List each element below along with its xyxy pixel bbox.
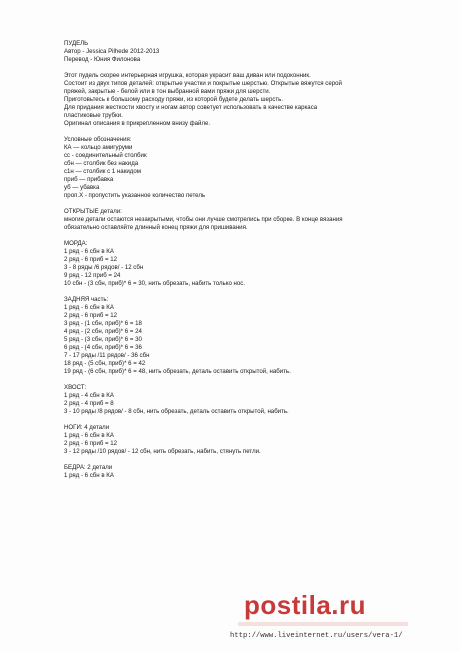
section-heading: МОРДА: [64,240,88,247]
pattern-row: 4 ряд - (2 сбн, приб)* 6 = 24 [64,328,142,335]
postila-logo: postila.ru [244,590,367,620]
pattern-row: 18 ряд - (5 сбн, приб)* 6 = 42 [64,360,146,367]
legend-heading: Условные обозначения: [64,136,132,143]
pattern-row: 3 - 8 ряды /6 рядов/ - 12 сбн [64,264,144,271]
legend-item: с1н — столбик с 1 накидом [64,168,141,175]
pattern-row: 3 ряд - (1 сбн, приб)* 6 = 18 [64,320,142,327]
legend-item: проп.Х - пропустить указанное количество петель [64,192,206,199]
watermark-url: http://www.liveinternet.ru/users/vera-1/ [230,632,403,640]
section-text: многие детали остаются незакрытыми, чтобы они лучше смотрелись при сборке. В конце вязания [64,216,343,223]
back-block [64,296,444,376]
pattern-row: 1 ряд - 4 сбн в КА [64,392,114,399]
legend-item: сбн — столбик без накида [64,160,139,167]
header-block [64,40,444,64]
pattern-row: 2 ряд - 6 приб = 12 [64,440,118,447]
doc-title: ПУДЕЛЬ [64,40,89,47]
thighs-block [64,464,444,480]
tail-block [64,384,444,416]
doc-author: Автор - Jessica Pilhede 2012-2013 [64,48,160,55]
watermark-bar [238,622,408,626]
section-heading: НОГИ: 4 детали [64,424,110,431]
intro-line: Состоит из двух типов деталей: открытые участки и покрытые шерстью. Открытые вяжутся серой [64,80,342,87]
open-parts-block [64,208,444,232]
intro-line: Приготовьтесь к большому расходу пряжи, из которой будете делать шерсть. [64,96,284,103]
muzzle-block [64,240,444,288]
pattern-row: 9 ряд - 12 приб = 24 [64,272,121,279]
pattern-row: 2 ряд - 6 приб = 12 [64,256,118,263]
legend-item: уб — убавка [64,184,100,191]
legs-block [64,424,444,456]
document-content [64,40,444,480]
pattern-row: 10 сбн - (3 сбн, приб)* 6 = 30, нить обрезать, набить только нос. [64,280,246,287]
intro-line: Оригинал описания в прикрепленном внизу файле. [64,120,211,127]
legend-item: приб — прибавка [64,176,114,183]
pattern-row: 2 ряд - 4 приб = 8 [64,400,114,407]
legend-item: сс - соединительный столбик [64,152,147,159]
section-heading: ХВОСТ: [64,384,87,391]
legend-block [64,136,444,200]
intro-block [64,72,444,128]
section-heading: БЕДРА: 2 детали [64,464,113,471]
intro-line: пряжей, закрытые - белой или в тон выбранной вами пряжи для шерсти. [64,88,271,95]
pattern-row: 2 ряд - 6 приб = 12 [64,312,118,319]
pattern-row: 1 ряд - 6 сбн в КА [64,432,114,439]
section-text: обязательно оставляйте длинный конец пряжи для пришивания. [64,224,248,231]
intro-line: Для придания жесткости хвосту и ногам автор советует использовать в качестве каркаса [64,104,318,111]
section-heading: ЗАДНЯЯ часть: [64,296,109,303]
watermark-logo [244,590,366,621]
pattern-row: 5 ряд - (3 сбн, приб)* 6 = 30 [64,336,142,343]
pattern-row: 6 ряд - (4 сбн, приб)* 6 = 36 [64,344,142,351]
intro-line: Этот пудель скорее интерьерная игрушка, которая украсит ваш диван или подоконник. [64,72,311,79]
intro-line: пластиковые трубки. [64,112,123,119]
pattern-row: 19 ряд - (6 сбн, приб)* 6 = 48, нить обрезать, деталь оставить открытой, набить. [64,368,291,375]
section-heading: ОТКРЫТЫЕ детали: [64,208,122,215]
legend-item: КА — кольцо амигуруми [64,144,133,151]
pattern-row: 1 ряд - 6 сбн в КА [64,248,114,255]
pattern-row: 1 ряд - 6 сбн в КА [64,472,114,479]
pattern-row: 1 ряд - 6 сбн в КА [64,304,114,311]
pattern-row: 7 - 17 ряды /11 рядов/ - 36 сбн [64,352,150,359]
doc-translation: Перевод - Юния Филонова [64,56,141,63]
pattern-row: 3 - 12 ряды /10 рядов/ - 12 сбн, нить обрезать, набить, стянуть петли. [64,448,261,455]
pattern-row: 3 - 10 ряды /8 рядов/ - 8 сбн, нить обрезать, деталь оставить открытой, набить. [64,408,289,415]
